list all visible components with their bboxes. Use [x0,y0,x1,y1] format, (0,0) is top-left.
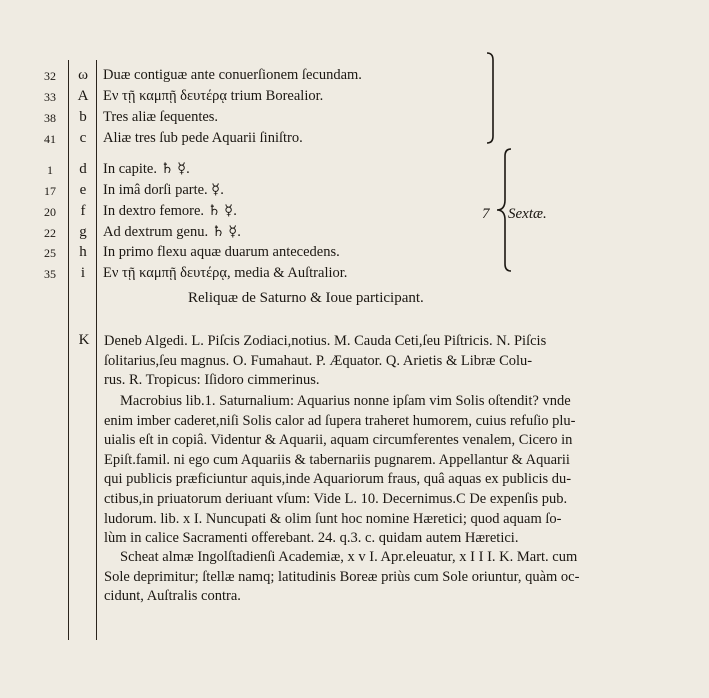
row-letter: b [79,109,87,125]
row-description: Εν τῇ καμπῇ δευτέρᾳ trium Borealior. [103,88,324,104]
text-line: cidunt, Auſtralis contra. [104,588,241,605]
row-letter: h [79,244,87,260]
text-line: rus. R. Tropicus: Iſidoro cimmerinus. [104,372,320,389]
text-line: ſolitarius,ſeu magnus. O. Fumahaut. P. Æquator. Q. Arietis & Libræ Colu- [104,352,533,369]
row-number: 33 [44,90,56,104]
row-description: Tres aliæ ſequentes. [103,109,219,125]
row-number: 32 [44,69,56,83]
text-line: Epiſt.famil. ni ego cum Aquariis & tabernariis pugnarem. Appellantur & Aquarii [104,451,570,468]
row-number: 38 [44,111,56,125]
row-letter: f [80,203,86,219]
text-line: Scheat almæ Ingolſtadienſi Academiæ, x v I. Apr.eleuatur, x I I I. K. Mart. cum [120,549,578,565]
row-letter: e [79,182,87,198]
row-letter: d [79,161,87,177]
magnitude-label: Sextæ. [508,206,547,222]
column-rule-letters [96,60,97,640]
row-number: 20 [44,205,56,219]
row-description: In dextro femore. ♄ ☿. [103,203,237,219]
row-number: 25 [44,246,56,260]
row-number: 41 [44,132,56,146]
commentary-paragraph [104,392,576,549]
row-description: Aliæ tres ſub pede Aquarii ſiniſtro. [103,130,303,146]
text-line: Macrobius lib.1. Saturnalium: Aquarius nonne ipſam vim Solis oſtendit? vnde [120,393,571,409]
row-description: Duæ contiguæ ante conuerſionem ſecundam. [103,67,362,83]
row-description: In capite. ♄ ☿. [103,161,190,177]
text-line: uialis eſt in copiâ. Videntur & Aquarii, aquam circumferentes venalem, Cicero in [104,432,573,449]
text-line: ludorum. lib. x I. Nuncupati & olim ſunt hoc nomine Hæretici; quod aquam ſo- [104,510,562,527]
text-line: qui publicis præficiuntur aquis,inde Aquariorum fraus, quâ aquas ex publicis du- [104,471,572,488]
row-letter: c [79,130,87,146]
row-number: 17 [44,184,56,198]
row-number: 1 [47,163,53,177]
column-rule-numbers [68,60,69,640]
section-heading: Reliquæ de Saturno & Ioue participant. [188,290,424,306]
text-line: ctibus,in priuatorum deriuant vſum: Vide L. 10. Decernimus.C De expenſis pub. [104,490,568,507]
row-description: Εν τῇ καμπῇ δευτέρᾳ, media & Auſtralior. [103,265,348,281]
brace-upper [484,52,498,144]
row-description: In primo flexu aquæ duarum antecedens. [103,244,340,260]
text-line: enim imber caderet,niſi Solis calor ad ſupera traheret humorem, cuius refuſio plu- [104,412,576,429]
text-line: Sole deprimitur; ſtellæ namq; latitudinis Boreæ priùs cum Sole oriuntur, quàm oc- [104,568,580,585]
text-line: Deneb Algedi. L. Piſcis Zodiaci,notius. M. Cauda Ceti,ſeu Piſtricis. N. Piſcis [104,333,547,349]
magnitude-number: 7 [482,206,490,222]
row-letter: g [79,224,87,240]
row-number: 22 [44,226,56,240]
row-description: In imâ dorſi parte. ☿. [103,182,224,198]
row-description: Ad dextrum genu. ♄ ☿. [103,224,241,240]
row-letter: ω [78,67,88,83]
notes-letter: K [78,332,90,348]
commentary-paragraph [104,332,546,391]
row-letter: i [80,265,86,281]
row-letter: A [77,88,89,104]
row-number: 35 [44,267,56,281]
text-line: lùm in calice Sacramenti offerebant. 24. q.3. c. quidam autem Hæretici. [104,530,519,547]
commentary-paragraph [104,548,579,607]
